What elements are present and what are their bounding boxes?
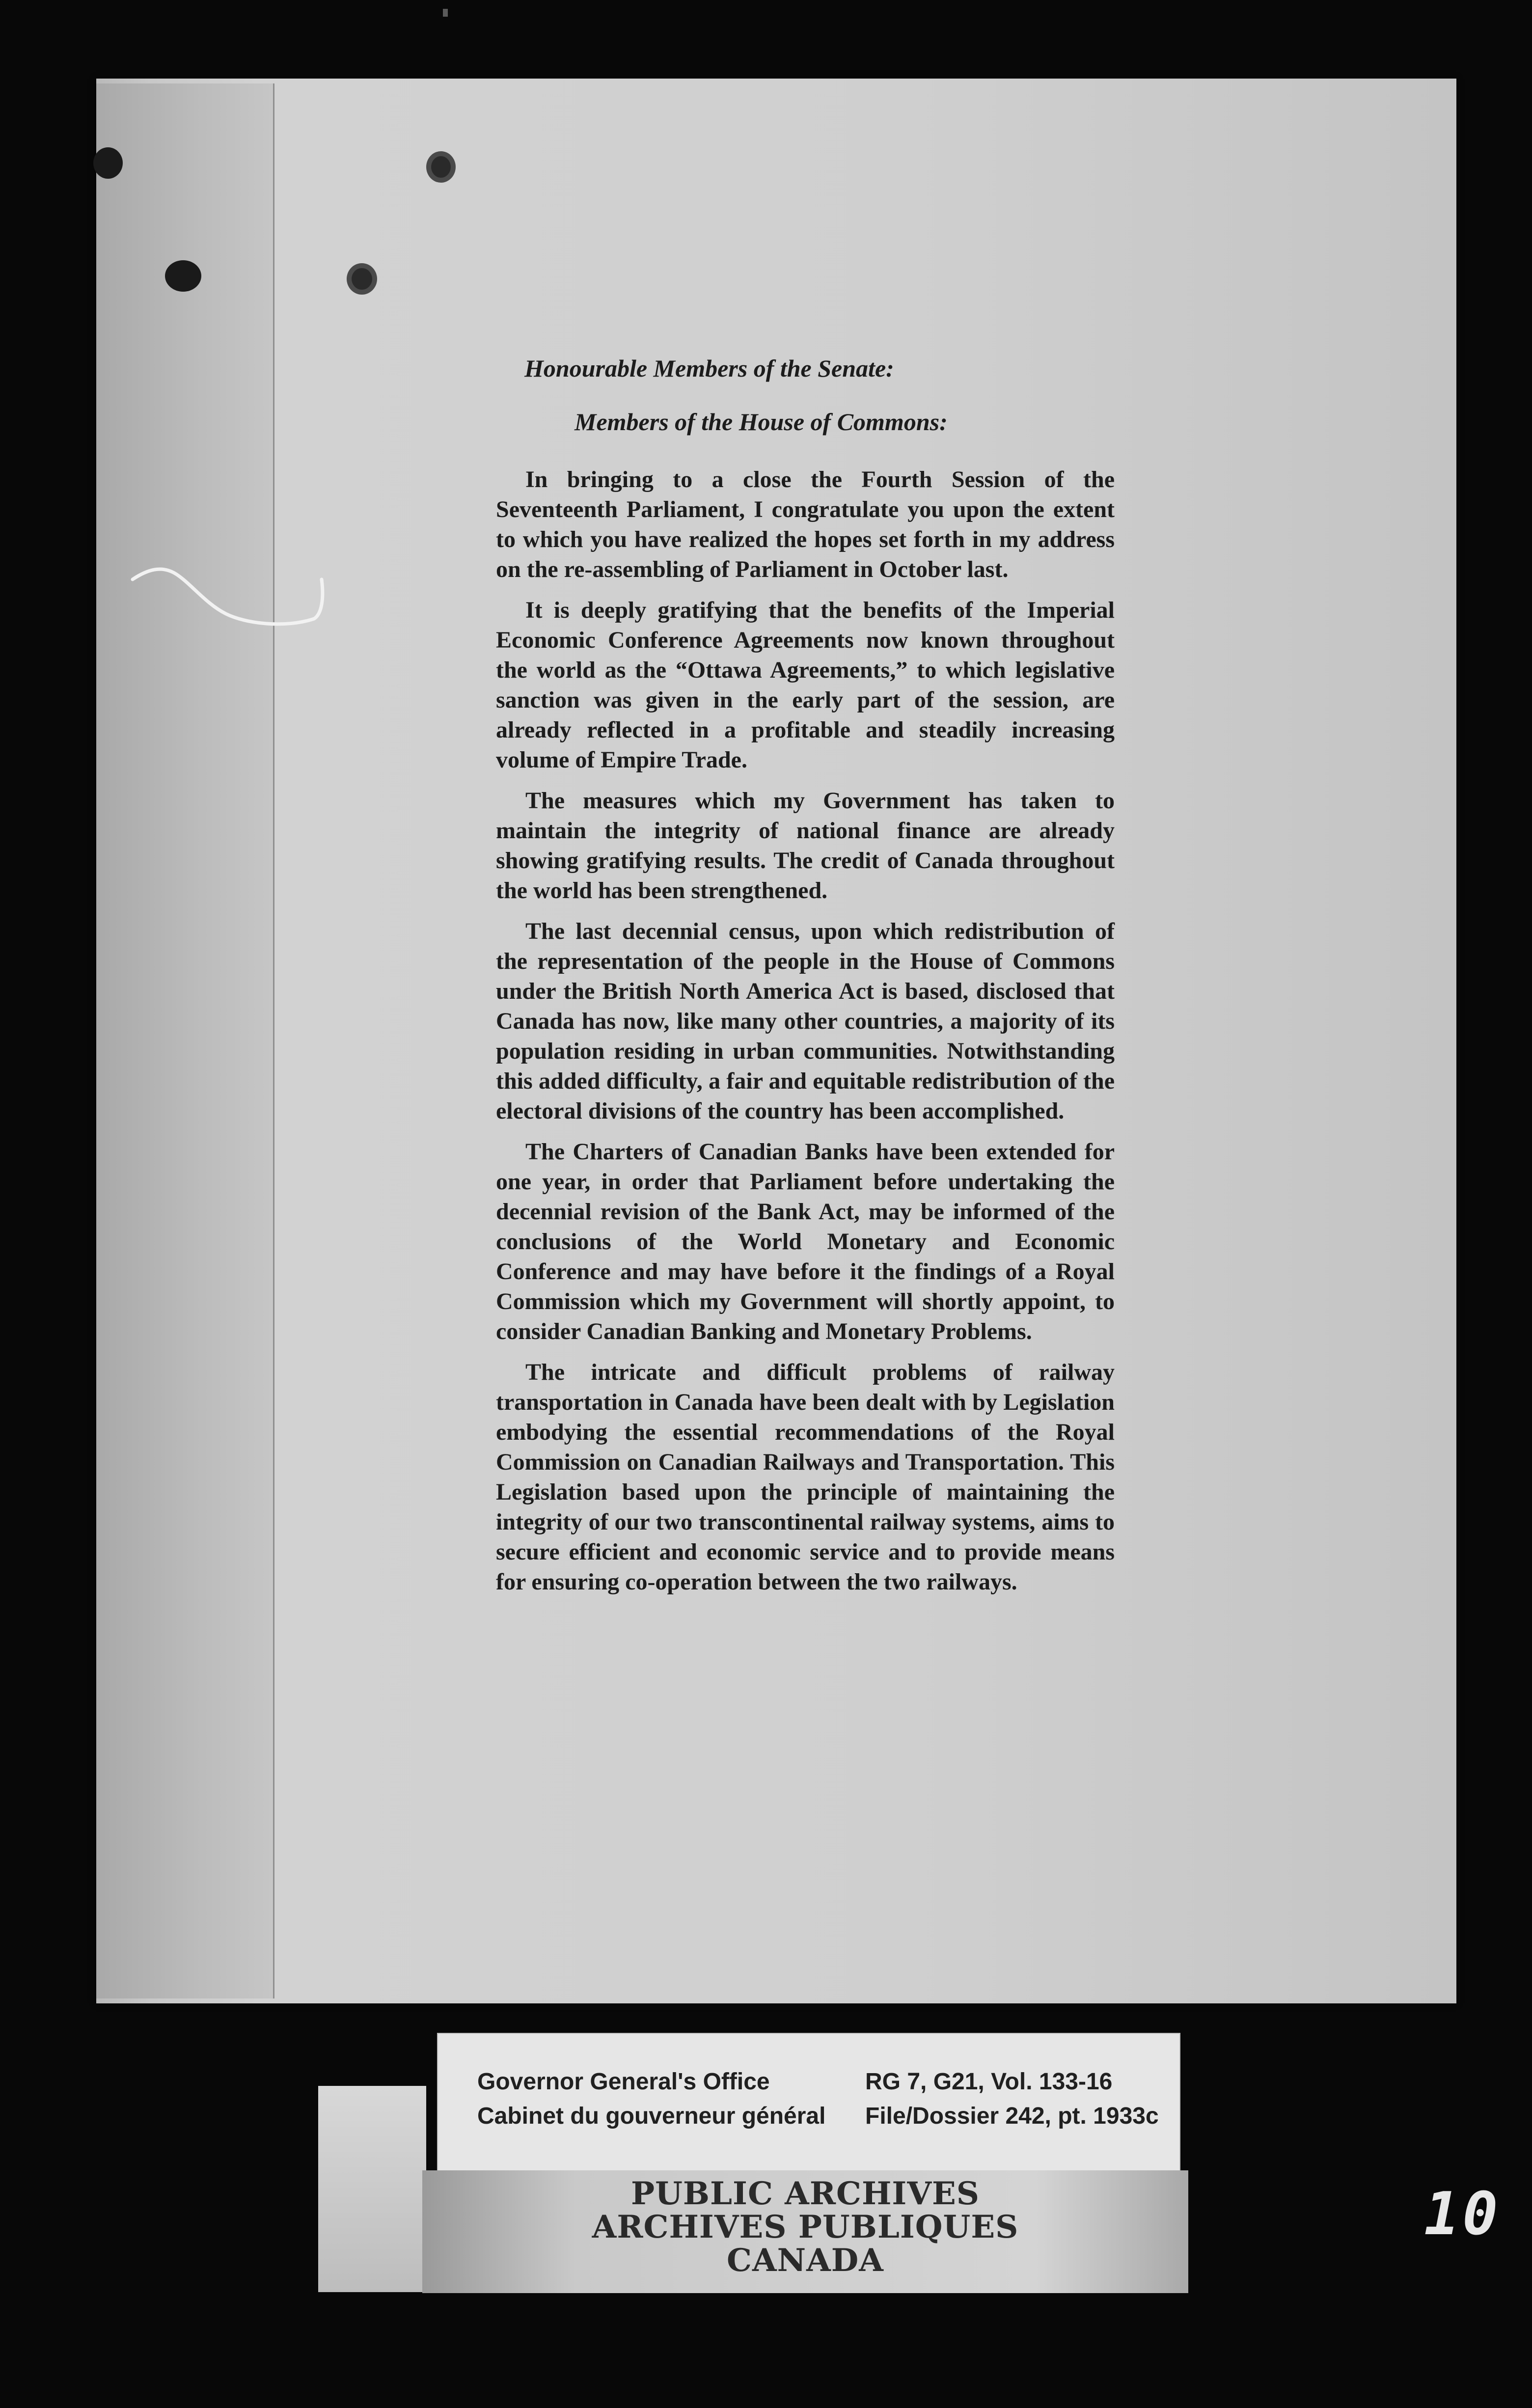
archive-tab bbox=[318, 2086, 426, 2292]
paragraph-ottawa-agreements: It is deeply gratifying that the benefits of the Imperial Economic Conference Agreements now known throughout the world as the “Ottawa Agreements,” to which legislative sanction was given in the early part of the session, are already reflected in a profitable and steadily increasing volume of Empire Trade. bbox=[496, 597, 1115, 773]
punch-hole-ring-top bbox=[426, 151, 456, 183]
punch-hole-ring-bottom bbox=[347, 263, 377, 295]
label-office-fr: Cabinet du gouverneur général bbox=[477, 2103, 826, 2129]
punch-hole-left-top bbox=[93, 147, 123, 179]
stamp-line-canada: CANADA bbox=[727, 2242, 884, 2279]
label-file: File/Dossier 242, pt. 1933c bbox=[865, 2103, 1159, 2129]
label-office-en: Governor General's Office bbox=[477, 2069, 770, 2095]
paragraph-census-redistribution: The last decennial census, upon which redistribution of the representation of the people in the House of Commons under the British North America Act is based, disclosed that Canada has now, like many other countries, a majority of its population residing in urban communities. Notwithstanding this added difficulty, a fair and equitable redistribution of the electoral divisions of the country has been accomplished. bbox=[496, 918, 1115, 1124]
archive-reference-label bbox=[437, 2033, 1180, 2172]
frame-number: 10 bbox=[1424, 2180, 1501, 2248]
punch-hole-left-bottom bbox=[165, 260, 201, 292]
paragraph-bank-charters: The Charters of Canadian Banks have been extended for one year, in order that Parliament before undertaking the decennial revision of the Bank Act, may be informed of the conclusions of the World Monetary and Economic Conference and may have before it the findings of a Royal Commission which my Government will shortly appoint, to consider Canadian Banking and Monetary Problems. bbox=[496, 1139, 1115, 1344]
paragraph-railway-legislation: The intricate and difficult problems of railway transportation in Canada have been dealt with by Legislation embodying the essential recommendations of the Royal Commission on Canadian Railways and Transportation. This Legislation based upon the principle of maintaining the integrity of our two transcontinental railway systems, aims to secure efficient and economic service and to provide means for ensuring co-operation between the two railways. bbox=[496, 1359, 1115, 1595]
page-binding-margin bbox=[96, 83, 274, 1998]
archive-stamp bbox=[422, 2170, 1188, 2293]
paragraph-national-finance: The measures which my Government has taken to maintain the integrity of national finance are already showing gratifying results. The credit of Canada throughout the world has been strengthened. bbox=[496, 788, 1115, 903]
salutation-senate: Honourable Members of the Senate: bbox=[524, 355, 894, 382]
label-reference: RG 7, G21, Vol. 133-16 bbox=[865, 2069, 1113, 2095]
stamp-line-archives-publiques: ARCHIVES PUBLIQUES bbox=[592, 2209, 1019, 2245]
handwritten-mark bbox=[128, 560, 334, 638]
film-edge-mark bbox=[443, 9, 448, 17]
speech-text bbox=[496, 354, 1115, 1608]
stamp-line-public-archives: PUBLIC ARCHIVES bbox=[630, 2175, 980, 2212]
salutation-commons: Members of the House of Commons: bbox=[574, 408, 948, 436]
paragraph-session-close: In bringing to a close the Fourth Session of the Seventeenth Parliament, I congratulate you upon the extent to which you have realized the hopes set forth in my address on the re-assembling of Parliament in October last. bbox=[496, 466, 1115, 582]
